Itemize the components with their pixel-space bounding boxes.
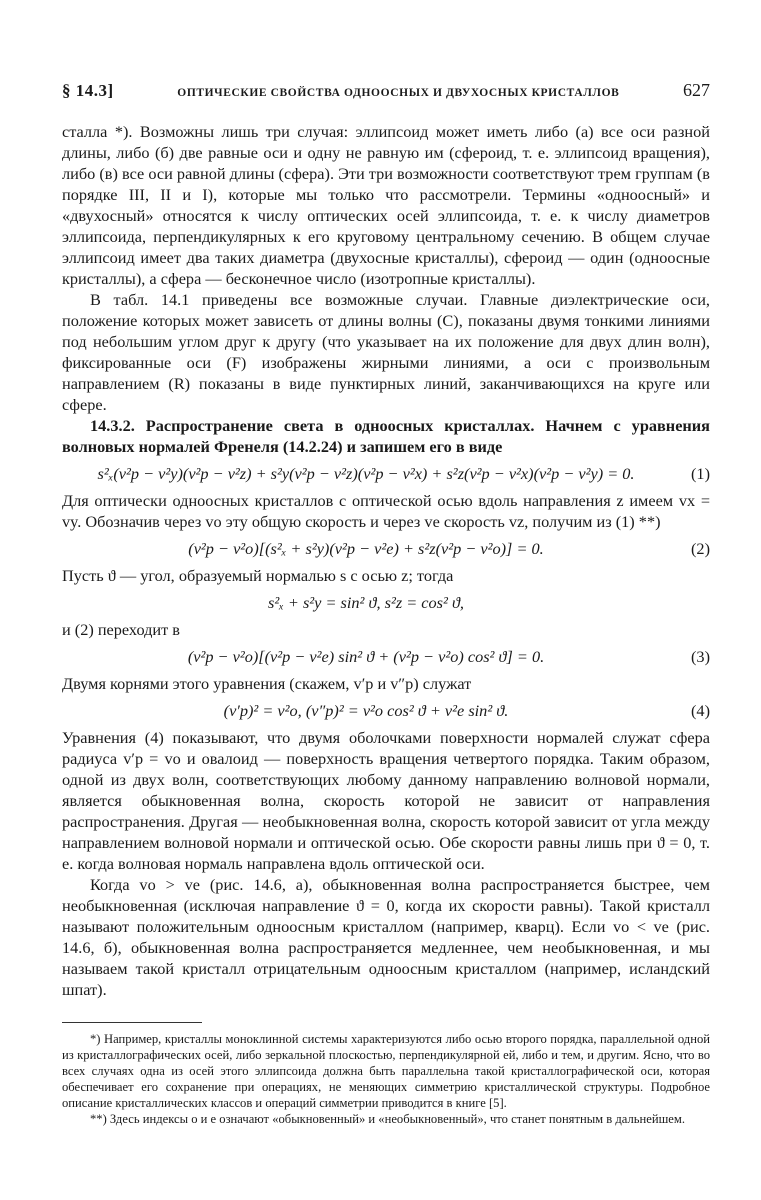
equation-number: (4) <box>691 701 710 720</box>
equation-body: s²ₓ + s²y = sin² ϑ, s²z = cos² ϑ, <box>267 593 465 612</box>
equation-1 <box>62 462 710 486</box>
equation-2 <box>62 537 710 561</box>
equation-number: (3) <box>691 647 710 666</box>
paragraph: Для оптически одноосных кристаллов с оптической осью вдоль направления z имеем vx = vy. Обозначив через vo эту общую скорость и через ve скорость vz, получим из (1) **) <box>62 491 710 531</box>
equation-number: (2) <box>691 539 710 558</box>
equation-number: (1) <box>691 464 710 483</box>
running-header <box>62 80 710 101</box>
paragraph: Когда vo > ve (рис. 14.6, а), обыкновенная волна распространяется быстрее, чем необыкновенная (исключая направление ϑ = 0, когда их скорости равны). Такой кристалл называют положительным одноосным кристаллом (например, кварц). Если vo < ve (рис. 14.6, б), обыкновенная волна распространяется медленнее, чем необыкновенная, и мы называем такой кристалл отрицательным одноосным кристаллом (например, исландский шпат). <box>62 875 710 999</box>
footnote: **) Здесь индексы o и e означают «обыкновенный» и «необыкновенный», что станет понятным в дальнейшем. <box>90 1112 685 1126</box>
paragraph: и (2) переходит в <box>62 620 180 639</box>
equation-body: s²ₓ(v²p − v²y)(v²p − v²z) + s²y(v²p − v²z)(v²p − v²x) + s²z(v²p − v²x)(v²p − v²y) = 0. <box>97 464 635 483</box>
page-number: 627 <box>683 80 710 100</box>
section-ref: § 14.3] <box>62 81 114 100</box>
equation-body: (v²p − v²o)[(v²p − v²e) sin² ϑ + (v²p − v²o) cos² ϑ] = 0. <box>187 647 545 666</box>
paragraph: сталла *). Возможны лишь три случая: эллипсоид может иметь либо (а) все оси разной длины, либо (б) две равные оси и одну не равную им (сфероид, т. е. эллипсоид вращения), либо (в) все оси равной длины (сфера). Эти три возможности соответствуют трем группам (в порядке III, II и I), которые мы только что рассмотрели. Термины «одноосный» и «двухосный» относятся к числу оптических осей эллипсоида, т. е. к числу диаметров эллипсоида, перпендикулярных к его круговому центральному сечению. В общем случае эллипсоид имеет два таких диаметра (двухосные кристаллы), сфероид — один (одноосные кристаллы), а сфера — бесконечное число (изотропные кристаллы). <box>62 122 710 288</box>
paragraph: Уравнения (4) показывают, что двумя оболочками поверхности нормалей служат сфера радиуса v′p = vo и овалоид — поверхность вращения четвертого порядка. Таким образом, одной из двух волн, соответствующих любому данному направлению волновой нормали, является обыкновенная волна, скорость которой не зависит от направления распространения. Другая — необыкновенная волна, скорость которой зависит от угла между направлением волновой нормали и оптической осью. Обе скорости равны лишь при ϑ = 0, т. е. когда волновая нормаль направлена вдоль оптической оси. <box>62 728 710 873</box>
paragraph: Пусть ϑ — угол, образуемый нормалью s с осью z; тогда <box>62 566 454 585</box>
equation-3 <box>62 645 710 669</box>
equation-body: (v′p)² = v²o, (v″p)² = v²o cos² ϑ + v²e sin² ϑ. <box>223 701 509 720</box>
header-title: ОПТИЧЕСКИЕ СВОЙСТВА ОДНООСНЫХ И ДВУХОСНЫХ КРИСТАЛЛОВ <box>177 87 620 99</box>
footnote-divider <box>62 1022 202 1023</box>
equation-4 <box>62 699 710 723</box>
footnote: *) Например, кристаллы моноклинной системы характеризуются либо осью второго порядка, параллельной одной из кристаллографических осей, либо зеркальной плоскостью, перпендикулярной ей, либо и тем, и другим. Ясно, что во всех случаях одна из осей этого эллипсоида должна быть параллельна такой кристаллографической оси, которая обеспечивает его сохранение при операциях, не меняющих симметрию кристаллической структуры. Подробное описание кристаллических классов и операций симметрии приводится в книге [5]. <box>62 1032 710 1110</box>
page <box>62 80 710 1127</box>
subsection-heading-paragraph: 14.3.2. Распространение света в одноосных кристаллах. Начнем с уравнения волновых нормалей Френеля (14.2.24) и запишем его в виде <box>62 416 710 456</box>
equation-angles <box>62 591 710 615</box>
equation-body: (v²p − v²o)[(s²ₓ + s²y)(v²p − v²e) + s²z(v²p − v²o)] = 0. <box>188 539 544 558</box>
paragraph: Двумя корнями этого уравнения (скажем, v′p и v″p) служат <box>62 674 472 693</box>
paragraph: В табл. 14.1 приведены все возможные случаи. Главные диэлектрические оси, положение которых может зависеть от длины волны (C), показаны двумя тонкими линиями под небольшим углом друг к другу (что указывает на их положение для двух длин волн), фиксированные оси (F) изображены жирными линиями, а оси с произвольным направлением (R) показаны в виде пунктирных линий, заканчивающихся на круге или сфере. <box>62 290 710 414</box>
